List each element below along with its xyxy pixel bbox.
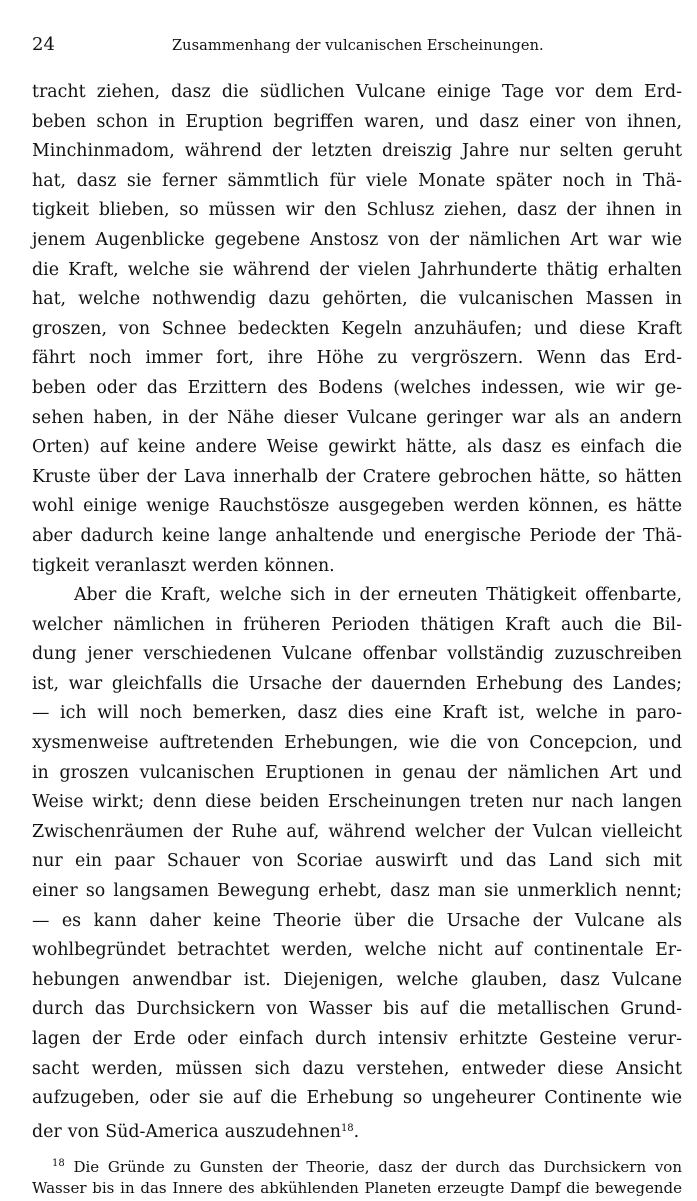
text-line: tracht ziehen, dasz die südlichen Vulcane einige Tage vor dem Erd- <box>32 82 682 102</box>
text-line: Orten) auf keine andere Weise gewirkt hätte, als dasz es einfach die <box>32 437 682 458</box>
paragraph-end-line: tigkeit veranlaszt werden können. <box>32 555 335 576</box>
running-title: Zusammenhang der vulcanischen Erscheinungen. <box>172 38 544 54</box>
text-line: xysmenweise auftretenden Erhebungen, wie die von Concepcion, und <box>32 733 682 754</box>
paragraph-end-line <box>32 1114 682 1144</box>
text-line: lagen der Erde oder einfach durch intensiv erhitzte Gesteine verur- <box>32 1029 682 1049</box>
text-line: welcher nämlichen in früheren Perioden thätigen Kraft auch die Bil- <box>32 614 682 635</box>
paragraph-start-line: Aber die Kraft, welche sich in der erneuten Thätigkeit offenbarte, <box>74 585 682 606</box>
text-line: jenem Augenblicke gegebene Anstosz von der nämlichen Art war wie <box>32 229 682 250</box>
text-line: dung jener verschiedenen Vulcane offenbar vollständig zuzuschreiben <box>32 644 682 665</box>
text-line: hat, welche nothwendig dazu gehörten, die vulcanischen Massen in <box>32 289 682 310</box>
text-line: tigkeit blieben, so müssen wir den Schlusz ziehen, dasz der ihnen in <box>32 200 682 221</box>
text-line: — es kann daher keine Theorie über die Ursache der Vulcane als <box>32 910 682 931</box>
text-line: sacht werden, müssen sich dazu verstehen, entweder diese Ansicht <box>32 1058 682 1079</box>
body-text <box>32 78 682 1143</box>
text-line: Zwischenräumen der Ruhe auf, während welcher der Vulcan vielleicht <box>32 821 682 842</box>
text-line: wohlbegründet betrachtet werden, welche nicht auf continentale Er- <box>32 940 682 961</box>
footnote-reference[interactable]: 18 <box>340 1122 354 1134</box>
book-page <box>32 28 682 1201</box>
footnote-line <box>32 1151 682 1176</box>
text-line: aufzugeben, oder sie auf die Erhebung so ungeheurer Continente wie <box>32 1088 682 1109</box>
text-line: beben schon in Eruption begriffen waren, und dasz einer von ihnen, <box>32 111 682 132</box>
last-line-text: der von Süd-America auszudehnen <box>32 1121 341 1142</box>
text-line: hebungen anwendbar ist. Diejenigen, welche glauben, dasz Vulcane <box>32 969 682 990</box>
text-line: einer so langsamen Bewegung erhebt, dasz man sie unmerklich nennt; <box>32 881 682 902</box>
text-line: beben oder das Erzittern des Bodens (welches indessen, wie wir ge- <box>32 377 682 398</box>
text-line: groszen, von Schnee bedeckten Kegeln anzuhäufen; und diese Kraft <box>32 318 682 339</box>
text-line: wohl einige wenige Rauchstösze ausgegeben werden können, es hätte <box>32 496 682 517</box>
period: . <box>353 1121 360 1142</box>
text-line: ist, war gleichfalls die Ursache der dauernden Erhebung des Landes; <box>32 673 682 694</box>
text-line: fährt noch immer fort, ihre Höhe zu vergröszern. Wenn das Erd- <box>32 348 682 369</box>
footnote <box>32 1151 682 1201</box>
text-line: Kruste über der Lava innerhalb der Cratere gebrochen hätte, so hätten <box>32 466 682 487</box>
text-line: durch das Durchsickern von Wasser bis auf die metallischen Grund- <box>32 999 682 1020</box>
footnote-text: Die Gründe zu Gunsten der Theorie, dasz der durch das Durchsickern von <box>73 1158 682 1177</box>
footnote-line: Wasser bis in das Innere des abkühlenden Planeten erzeugte Dampf die bewegende <box>32 1179 682 1198</box>
footnote-number: 18 <box>52 1158 65 1170</box>
text-line: Minchinmadom, während der letzten dreiszig Jahre nur selten geruht <box>32 141 682 162</box>
text-line: — ich will noch bemerken, dasz dies eine Kraft ist, welche in paro- <box>32 703 682 724</box>
running-head <box>32 28 682 60</box>
page-number: 24 <box>32 34 56 55</box>
text-line: Weise wirkt; denn diese beiden Erscheinungen treten nur nach langen <box>32 792 682 813</box>
text-line: die Kraft, welche sie während der vielen Jahrhunderte thätig erhalten <box>32 259 682 280</box>
text-line: nur ein paar Schauer von Scoriae auswirft und das Land sich mit <box>32 851 682 872</box>
text-line: sehen haben, in der Nähe dieser Vulcane geringer war als an andern <box>32 407 682 428</box>
text-line: aber dadurch keine lange anhaltende und energische Periode der Thä- <box>32 525 682 546</box>
text-line: in groszen vulcanischen Eruptionen in genau der nämlichen Art und <box>32 762 682 783</box>
text-line: hat, dasz sie ferner sämmtlich für viele Monate später noch in Thä- <box>32 170 682 191</box>
